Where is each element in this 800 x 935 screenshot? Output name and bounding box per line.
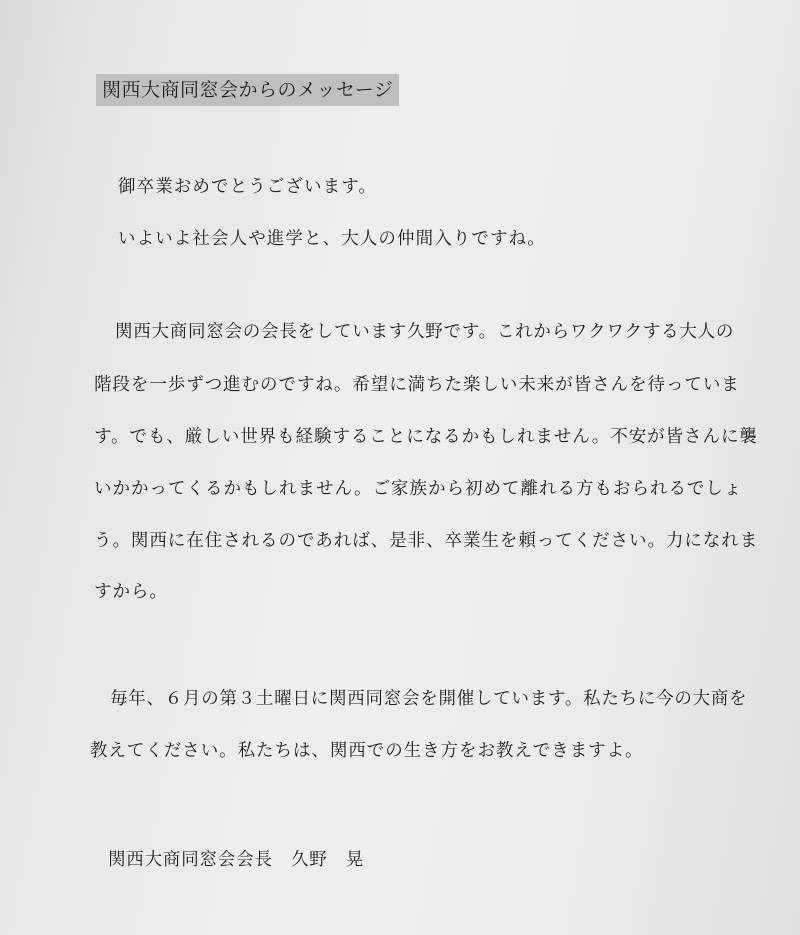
paragraph1-line-6: すから。: [94, 582, 168, 602]
greeting-line-2: いよいよ社会人や進学と、大人の仲間入りですね。: [118, 229, 546, 249]
paragraph1-line-3: す。でも、厳しい世界も経験することになるかもしれません。不安が皆さんに襲: [94, 427, 758, 447]
paragraph1-line-2: 階段を一歩ずつ進むのですね。希望に満ちた楽しい未来が皆さんを待っていま: [94, 375, 740, 395]
paragraph2-line-1: 毎年、６月の第３土曜日に関西同窓会を開催しています。私たちに今の大商を: [110, 689, 748, 709]
document-title: 関西大商同窓会からのメッセージ: [96, 74, 399, 106]
signature: 関西大商同窓会会長 久野 晃: [108, 850, 365, 870]
paragraph1-line-5: う。関西に在住されるのであれば、是非、卒業生を頼ってください。力になれま: [94, 531, 759, 551]
greeting-line-1: 御卒業おめでとうございます。: [118, 177, 377, 197]
paragraph1-line-4: いかかってくるかもしれません。ご家族から初めて離れる方もおられるでしょ: [94, 479, 743, 499]
paragraph2-line-2: 教えてください。私たちは、関西での生き方をお教えできますよ。: [90, 741, 644, 761]
paragraph1-line-1: 関西大商同窓会の会長をしています久野です。これからワクワクする大人の: [115, 322, 735, 342]
